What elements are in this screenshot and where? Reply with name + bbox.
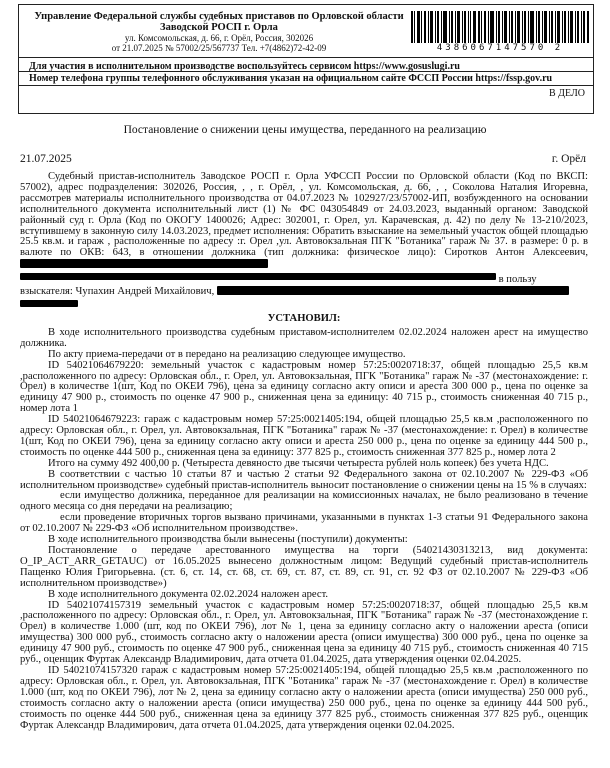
property-item-garage-appraisal: ID 54021074157320 гараж с кадастровым номер 57:25:0021405:194, общей площадью 25,5 кв.м ,расположенного по адресу: Орловская обл., г. Орел, ул. Автовокзальная, ПГК "Ботаника" гараж № -37 (местонахождение г. Орел) в количестве 1.000 (шт, код по ОКЕИ 796), лот № 2, цена за единицу согласно акту о наложении ареста (описи имущества) 250 000 руб., стоимость согласно акту о наложении ареста (описи имущества) 250 000 руб., цена по оценке за единицу 444 500 руб., стоимость по оценке 444 500 руб., сниженная цена за единицу 377 825 руб., стоимость сниженная 377 825 руб., оценщик Фуртак Александр Владимирович, дата отчета 01.04.2025, дата утверждения оценки 02.04.2025.: [20, 664, 588, 731]
redacted-text: [20, 273, 496, 280]
total-amount: Итого на сумму 492 400,00 р. (Четыреста девяносто две тысячи четыреста рублей ноль копеек) без учета НДС.: [48, 457, 549, 469]
creditor-line: [20, 286, 588, 298]
case-commission: если имущество должника, переданное для реализации на комиссионных началах, не было реализовано в течение одного месяца со дня передачи на реализацию;: [20, 490, 588, 513]
documents-paragraph: В ходе исполнительного производства были вынесены (поступили) документы:: [48, 534, 408, 546]
department-name: Заводской РОСП г. Орла: [160, 22, 278, 33]
redacted-text: [20, 300, 78, 307]
document-number-and-phone: от 21.07.2025 № 57002/25/567737 Тел. +7(4862)72-42-09: [111, 43, 327, 53]
document-body: [20, 172, 588, 731]
redacted-text: [20, 259, 268, 268]
header-divider: [19, 57, 593, 58]
transfer-paragraph: По акту приема-передачи от в передано на реализацию следующее имущество.: [48, 348, 406, 360]
document-city: г. Орёл: [551, 153, 586, 165]
in-favor-label: в пользу: [498, 274, 537, 286]
property-item-garage-lot-2: ID 54021064679223: гараж с кадастровым номер 57:25:0021405:194, общей площадью 25,5 кв.м ,расположенного по адресу: Орловская обл., г. Орел, ул. Автовокзальная, ПГК "Ботаника" гараж № -37 (местонахождение: г. Орел) в количестве 1(шт, Код по ОКЕИ 796), цена за единицу согласно акту описи и ареста 250 000 р., цена по оценке за единицу 444 500 р., стоимость по оценке 444 500 р., сниженная цена за единицу: 377 825 р., стоимость сниженная 377 825 р., номер лота 2: [20, 414, 588, 458]
property-item-land-lot-1: ID 54021064679220: земельный участок с кадастровым номер 57:25:0020718:37, общей площадью 25,5 кв.м ,расположенного по адресу: Орловская обл., г. Орел, ул. Автовокзальная, ПГК "Ботаника" гараж № -37 (местонахождение: г. Орел) в количестве 1(шт, Код по ОКЕИ 796), цена за единицу согласно акту описи и ареста 300 000 р., цена по оценке за единицу 47 900 р., стоимость по оценке 47 900 р., сниженная цена за единицу: 40 715 р., стоимость сниженная 40 715 р., номер лота 1: [20, 359, 588, 415]
creditor-label: взыскателя:: [20, 286, 73, 298]
case-secondary-auction: если проведение вторичных торгов вызвано причинами, указанными в пунктах 1-3 статьи 91 Федерального закона от 02.10.2007 № 229-ФЗ «Об исполнительном производстве».: [20, 512, 588, 535]
established-heading: УСТАНОВИЛ:: [267, 312, 341, 324]
intro-paragraph: [20, 172, 588, 271]
property-item-land-appraisal: ID 54021074157319 земельный участок с кадастровым номер 57:25:0020718:37, общей площадью 25,5 кв.м ,расположенного по адресу: Орловская обл., г. Орел, ул. Автовокзальная, ПГК "Ботаника" гараж № -37 (местонахождение г. Орел) в количестве 1.000 (шт, код по ОКЕИ 796), лот № 1, цена за единицу согласно акту о наложении ареста (описи имущества) 300 000 руб., стоимость согласно акту о наложении ареста (описи имущества) 300 000 руб., цена по оценке за единицу 47 900 руб., стоимость по оценке 47 900 руб., сниженная цена за единицу 40 715 руб., стоимость сниженная 40 715 руб., оценщик Фуртак Александр Владимирович, дата отчета 01.04.2025, дата утверждения оценки 02.04.2025.: [20, 599, 588, 666]
fssp-phone-note: Номер телефона группы телефонного обслуживания указан на официальном сайте ФССП России https://fssp.gov.ru: [29, 73, 553, 84]
arrest-paragraph: В ходе исполнительного производства судебным приставом-исполнителем 02.02.2024 наложен арест на имущество должника.: [20, 326, 588, 349]
organization-block: [29, 11, 409, 53]
barcode-number: 4386067147570 2: [436, 43, 564, 53]
redacted-text: [217, 286, 569, 295]
v-delo-stamp: В ДЕЛО: [549, 88, 585, 99]
legal-basis-paragraph: В соответствии с частью 10 статьи 87 и частью 2 статьи 92 Федерального закона от 02.10.2007 № 229-ФЗ «Об исполнительном производстве» судебный пристав-исполнитель выносит постановление о снижении цены на 15 % в случаях:: [20, 468, 588, 491]
creditor-name: Чупахин Андрей Михайлович,: [75, 286, 215, 298]
gosuslugi-note: Для участия в исполнительном производстве воспользуйтесь сервисом https://www.gosuslugi.ru: [29, 61, 460, 72]
document-title: Постановление о снижении цены имущества, переданного на реализацию: [123, 124, 487, 136]
header-divider: [19, 85, 593, 86]
document-date: 21.07.2025: [20, 153, 72, 165]
arrest-note: В ходе исполнительного документа 02.02.2024 наложен арест.: [48, 588, 329, 600]
barcode-image: [411, 11, 589, 43]
intro-text: Судебный пристав-исполнитель Заводское РОСП г. Орла УФССП России по Орловской области (Код по ВКСП: 57002), адрес подразделения: 302026, Россия, , , г. Орёл, , ул. Комсомольская, д. 66, , , Соколова Наталия Игоревна, рассмотрев материалы исполнительного производства от 04.07.2023 № 102927/23/57002-ИП, возбужденного на основании исполнительного документа исполнительный лист (1) № ФС 043054849 от 24.03.2023, выданный органом: Заводской районный суд г. Орла (Код по ОКОГУ 1400026; Адрес: 302001, г. Орел, ул. Карачевская, д. 42) по делу № 13-210/2023, вступившему в законную силу 14.03.2023, предмет исполнения: Обратить взыскание на земельный участок общей площадью 25.5 кв.м. и гараж , расположенные по адресу :г. Орел ,ул. Автовокзальная ПГК "Ботаника" гараж № 37. в размере: 0 р. в валюте по ОКВ: 643, в отношении должника (тип должника: физическое лицо): Сиротков Антон Алексеевич,: [20, 171, 588, 259]
organization-name: Управление Федеральной службы судебных приставов по Орловской области: [34, 11, 404, 22]
header-divider: [19, 71, 593, 72]
auction-transfer-decree: Постановление о передаче арестованного имущества на торги (54021430313213, вид документа: O_IP_ACT_ARR_GETAUC) от 16.05.2025 вынесено должностным лицом: Ведущий судебный пристав-исполнитель Пащенко Юлия Григорьевна. (ст. 6, ст. 14, ст. 68, ст. 69, ст. 87, ст. 89, ст. 91, ст. 92 ФЗ от 02.10.2007 № 229-ФЗ «Об исполнительном производстве»): [20, 545, 588, 589]
department-address: ул. Комсомольская, д. 66, г. Орёл, Россия, 302026: [124, 33, 314, 43]
letterhead: [18, 4, 594, 114]
